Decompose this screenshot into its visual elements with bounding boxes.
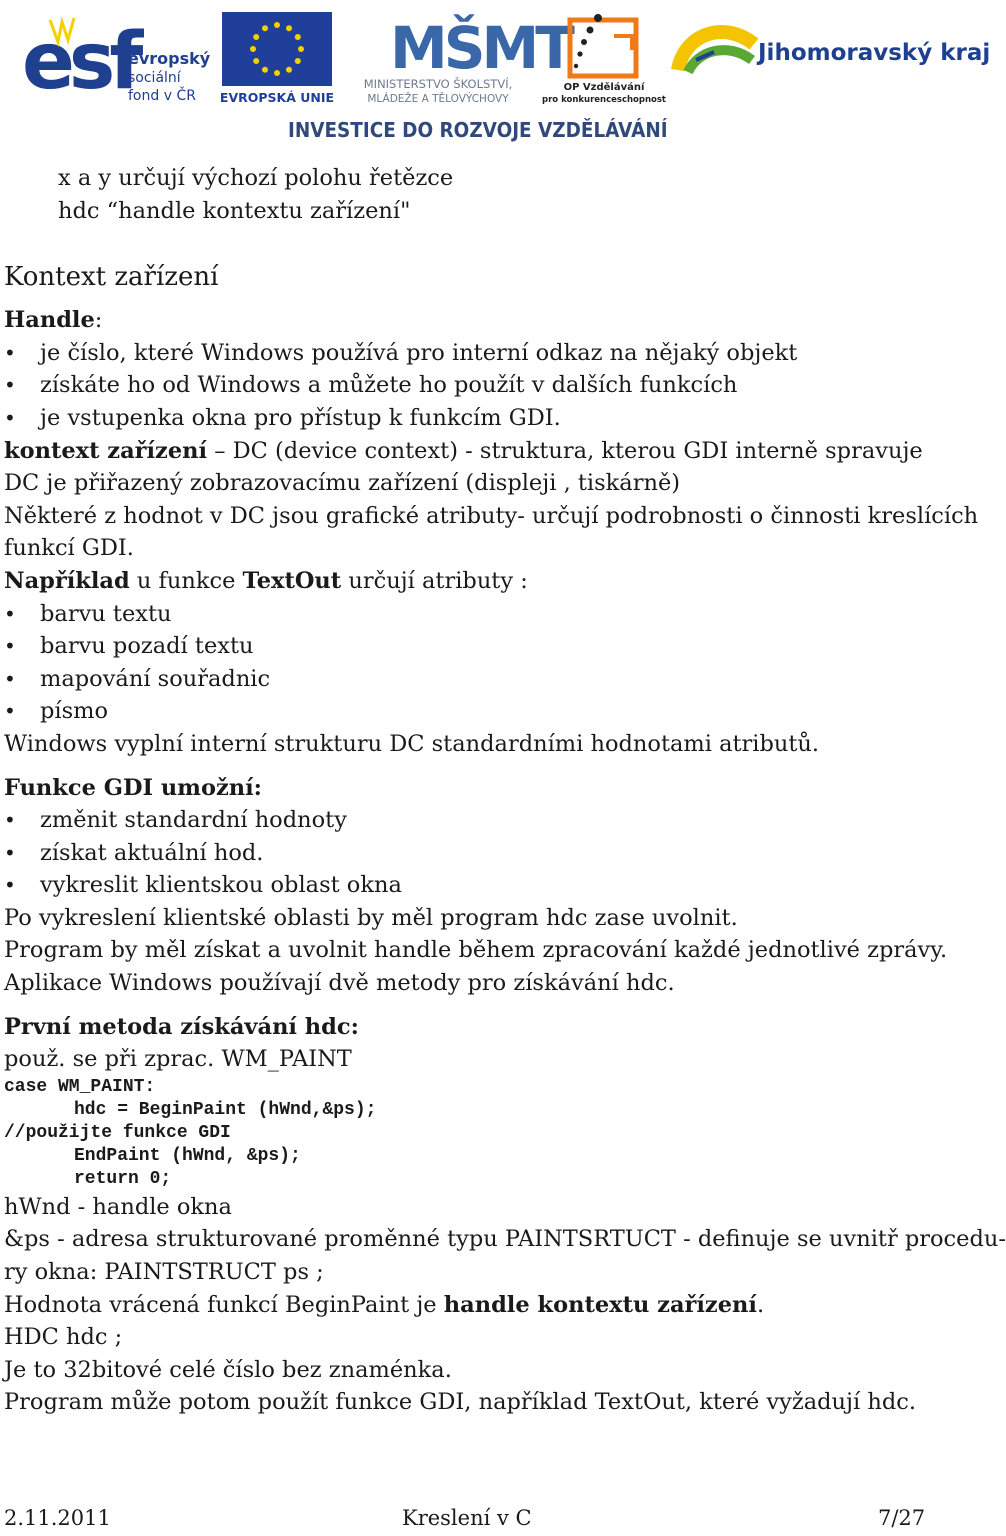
eu-star (250, 46, 256, 52)
page-footer (0, 1506, 960, 1536)
list-item: • písmo (4, 695, 954, 728)
example-func: TextOut (242, 567, 342, 594)
beginpaint-post: . (756, 1291, 765, 1318)
dc-definition (4, 435, 954, 468)
msmt-line2: MLÁDEŽE A TĚLOVÝCHOVY (367, 93, 509, 105)
example-line (4, 565, 954, 598)
list-item: • získáte ho od Windows a můžete ho použít v dalších funkcích (4, 369, 954, 402)
handle-colon: : (94, 307, 103, 334)
paragraph-line: ry okna: PAINTSTRUCT ps ; (4, 1259, 324, 1286)
beginpaint-pre: Hodnota vrácená funkcí BeginPaint je (4, 1291, 444, 1318)
esf-logo (22, 12, 216, 107)
beginpaint-bold: handle kontextu zařízení (443, 1291, 757, 1318)
paragraph-line: hWnd - handle okna (4, 1193, 232, 1220)
logo-header (0, 0, 991, 150)
op-line1: OP Vzdělávání (563, 82, 645, 93)
footer-page-number: 7/27 (878, 1506, 926, 1530)
paragraph-line: Po vykreslení klientské oblasti by měl program hdc zase uvolnit. (4, 904, 738, 931)
code-line: EndPaint (hWnd, &ps); (74, 1145, 301, 1166)
eu-star (286, 67, 292, 73)
list-item: • je vstupenka okna pro přístup k funkcím GDI. (4, 402, 954, 435)
paragraph-line: HDC hdc ; (4, 1324, 123, 1351)
msmt-logo (342, 10, 571, 106)
eu-flag-logo (219, 12, 335, 105)
paragraph-line: Program by měl získat a uvolnit handle během zpracování každé jednotlivé zprávy. (4, 937, 948, 964)
eu-star (298, 46, 304, 52)
list-item: • barvu pozadí textu (4, 630, 954, 663)
paragraph-line: Aplikace Windows používají dvě metody pro získávání hdc. (4, 970, 675, 997)
code-line: case WM_PAINT: (4, 1076, 156, 1097)
example-mid: u funkce (129, 567, 243, 594)
paragraph-line: Některé z hodnot v DC jsou grafické atributy- určují podrobnosti o činnosti kreslících (4, 502, 979, 529)
footer-title: Kreslení v C (402, 1506, 532, 1530)
handle-label: Handle (4, 307, 95, 334)
handle-heading (4, 304, 954, 337)
eu-star (262, 67, 268, 73)
section-title: Kontext zařízení (4, 262, 219, 293)
svg-text:MŠMT: MŠMT (390, 14, 571, 82)
intro-line: hdc “handle kontextu zařízení" (58, 197, 411, 224)
op-vzdelavani-logo (540, 10, 668, 106)
code-line: return 0; (74, 1168, 172, 1189)
eu-star (274, 22, 280, 28)
footer-date: 2.11.2011 (4, 1506, 111, 1530)
list-item: • je číslo, které Windows používá pro interní odkaz na nějaký objekt (4, 337, 954, 370)
eu-label: EVROPSKÁ UNIE (219, 90, 335, 105)
paragraph-line: DC je přiřazený zobrazovacímu zařízení (displeji , tiskárně) (4, 470, 681, 497)
jihomoravsky-kraj-logo (674, 14, 991, 84)
paragraph-line: Windows vyplní interní strukturu DC standardními hodnotami atributů. (4, 730, 820, 757)
eu-star (262, 25, 268, 31)
esf-line1: evropský (128, 49, 211, 68)
code-comment: //použijte funkce GDI (4, 1122, 231, 1143)
beginpaint-line (4, 1289, 954, 1322)
paragraph-line: Program může potom použít funkce GDI, například TextOut, které vyžadují hdc. (4, 1389, 916, 1416)
document-body (4, 162, 1006, 1419)
example-bold: Například (4, 567, 130, 594)
dc-text: – DC (device context) - struktura, kterou GDI interně spravuje (207, 437, 923, 464)
paragraph-line: použ. se při zprac. WM_PAINT (4, 1046, 352, 1073)
eu-star (295, 34, 301, 40)
list-item: • barvu textu (4, 598, 954, 631)
svg-text:esf: esf (22, 17, 138, 107)
list-item: • změnit standardní hodnoty (4, 804, 954, 837)
paragraph-line: funkcí GDI. (4, 535, 134, 562)
jmk-label: Jihomoravský kraj (758, 40, 991, 66)
gdi-heading: Funkce GDI umožní: (4, 774, 262, 801)
eu-star (295, 58, 301, 64)
eu-star (253, 58, 259, 64)
list-item: • mapování souřadnic (4, 663, 954, 696)
dc-term: kontext zařízení (4, 437, 208, 464)
esf-line2: sociální (128, 70, 181, 86)
paragraph-line: &ps - adresa strukturované proměnné typu PAINTSRTUCT - definuje se uvnitř procedu- (4, 1226, 1006, 1253)
code-line: hdc = BeginPaint (hWnd,&ps); (74, 1099, 377, 1120)
list-item: • získat aktuální hod. (4, 837, 954, 870)
intro-line: x a y určují výchozí polohu řetězce (58, 165, 454, 191)
list-item: • vykreslit klientskou oblast okna (4, 869, 954, 902)
method-heading: První metoda získávání hdc: (4, 1013, 359, 1040)
investice-banner: INVESTICE DO ROZVOJE VZDĚLÁVÁNÍ (288, 118, 668, 142)
example-tail: určují atributy : (341, 567, 528, 594)
op-line2: pro konkurenceschopnost (542, 95, 666, 105)
paragraph-line: Je to 32bitové celé číslo bez znaménka. (4, 1356, 452, 1383)
eu-star (253, 34, 259, 40)
eu-star (274, 70, 280, 76)
esf-line3: fond v ČR (128, 88, 196, 104)
msmt-line1: MINISTERSTVO ŠKOLSTVÍ, (363, 77, 513, 91)
eu-star (286, 25, 292, 31)
